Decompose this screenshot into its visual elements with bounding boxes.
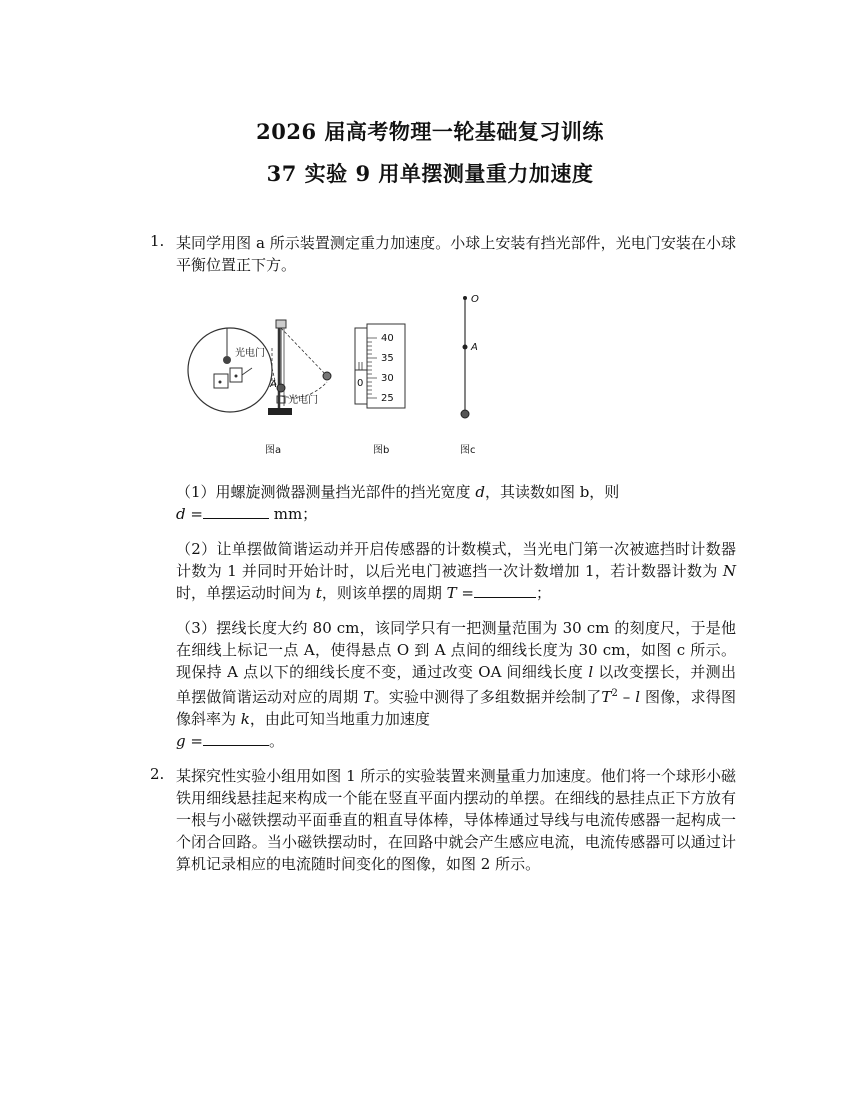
answer-blank-g[interactable] — [203, 731, 269, 746]
question-1-figure — [180, 290, 500, 460]
scale-zero: 0 — [357, 378, 364, 389]
figure-b — [355, 324, 405, 456]
page-title: 2026 届高考物理一轮基础复习训练 — [256, 119, 604, 144]
answer-blank-T[interactable] — [474, 583, 536, 598]
pendulum-ball — [277, 384, 285, 392]
point-A — [463, 345, 468, 350]
main-gate-label: 光电门 — [288, 395, 318, 406]
question-2-number: 2. — [150, 765, 165, 783]
figure-c — [460, 294, 479, 456]
question-1-intro: 某同学用图 a 所示装置测定重力加速度。小球上安装有挡光部件，光电门安装在小球平衡位置正下方。 — [176, 234, 736, 274]
micrometer-sleeve — [355, 328, 367, 404]
question-1-part-2: （2）让单摆做简谐运动并开启传感器的计数模式，当光电门第一次被遮挡时计数器计数为 1 并同时开始计时，以后光电门被遮挡一次计数增加 1，若计数器计数为 N 时，单摆运动时间为 t，则该单摆的周期 T = ； — [176, 540, 736, 602]
caption-b: 图b — [373, 445, 390, 456]
apparatus-figure — [180, 290, 500, 460]
figure-c-ball — [461, 410, 469, 418]
question-1-number: 1. — [150, 232, 165, 250]
label-A: A — [471, 342, 478, 353]
pivot-block — [276, 320, 286, 328]
figure-a — [188, 320, 331, 456]
pendulum-ball-swung — [323, 372, 331, 380]
answer-blank-d[interactable] — [203, 504, 269, 519]
question-2-text: 某探究性实验小组用如图 1 所示的实验装置来测量重力加速度。他们将一个球形小磁铁用细线悬挂起来构成一个能在竖直平面内摆动的单摆。在细线的悬挂点正下方放有一根与小磁铁摆动平面垂直的粗直导体棒，导体棒通过导线与电流传感器一起构成一个闭合回路。当小磁铁摆动时，在回路中就会产生感应电流，电流传感器可以通过计算机记录相应的电流随时间变化的图像，如图 2 所示。 — [176, 767, 736, 873]
scale-mark-35: 35 — [381, 353, 394, 364]
inset-ball — [223, 356, 231, 364]
caption-a: 图a — [265, 445, 282, 456]
label-O: O — [471, 294, 479, 305]
question-1-part-3: （3）摆线长度大约 80 cm，该同学只有一把测量范围为 30 cm 的刻度尺，于是他在细线上标记一点 A，使得悬点 O 到 A 点间的细线长度为 30 cm，如图 c 所示。现保持 A 点以下的细线长度不变，通过改变 OA 间细线长度 l 以改变摆长，并测出单摆做简谐运动对应的周期 T。实验中测得了多组数据并绘制了$T^2$ – l 图像，求得图像斜率为 k，由此可知当地重力加速度 g = 。 — [176, 619, 736, 750]
point-O — [463, 296, 467, 300]
figure-a-label-A: A — [270, 379, 277, 390]
question-1-part-1: （1）用螺旋测微器测量挡光部件的挡光宽度 d，其读数如图 b，则 d = mm； — [176, 483, 620, 523]
inset-gate-label: 光电门 — [235, 348, 265, 359]
scale-mark-25: 25 — [381, 393, 394, 404]
page-subtitle: 37 实验 9 用单摆测量重力加速度 — [266, 161, 594, 186]
scale-mark-40: 40 — [381, 333, 394, 344]
scale-mark-30: 30 — [381, 373, 394, 384]
stand-base — [268, 408, 292, 415]
caption-c: 图c — [460, 445, 476, 456]
